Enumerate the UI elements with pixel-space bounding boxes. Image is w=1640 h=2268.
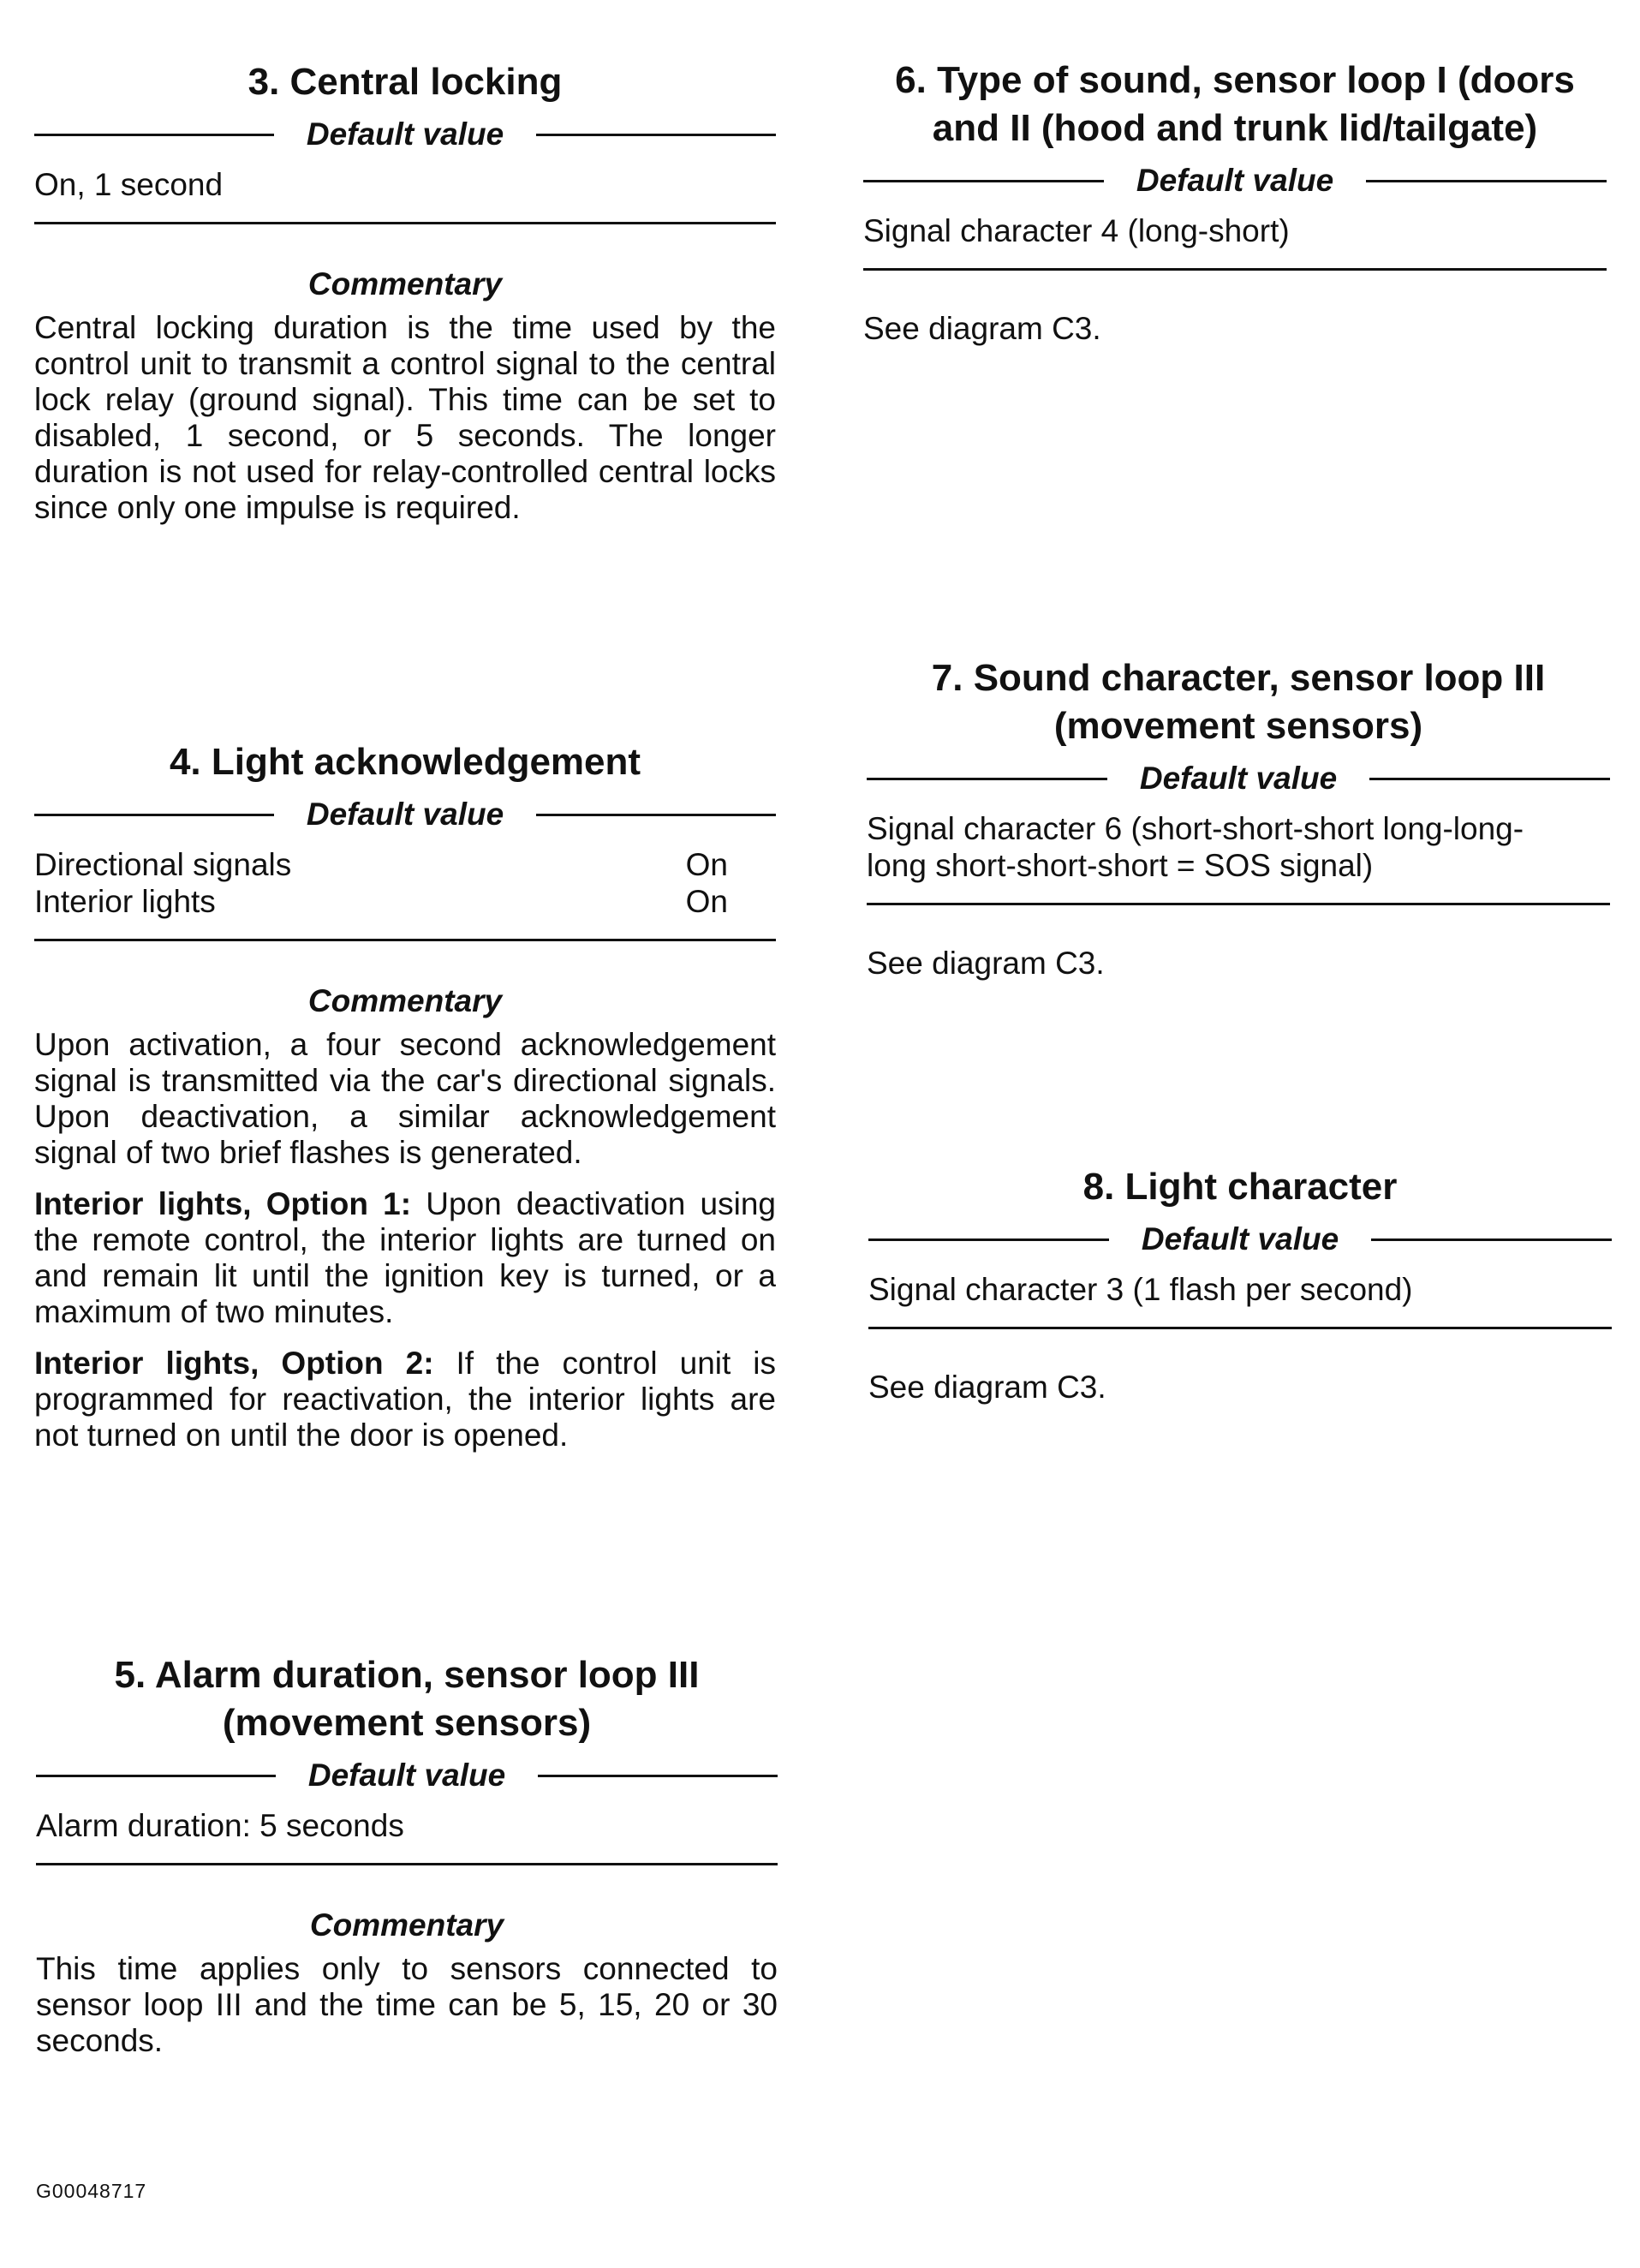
commentary-text: Central locking duration is the time used by the control unit to transmit a control signal to the central lock relay (ground signal). This time can be set to disabled, 1 second, or 5 seconds. The longer duration is not used for relay-controlled central locks since only one impulse is required. <box>34 310 776 525</box>
default-value-header <box>863 161 1607 200</box>
option-1-label: Interior lights, Option 1: <box>34 1186 412 1221</box>
value-line: long short-short-short = SOS signal) <box>867 848 1374 883</box>
title-line: (movement sensors) <box>1053 705 1423 747</box>
default-value-header <box>868 1220 1612 1259</box>
divider <box>34 939 776 941</box>
title-line: 5. Alarm duration, sensor loop III <box>114 1654 700 1696</box>
section-title <box>867 654 1610 750</box>
divider <box>536 814 776 816</box>
default-value <box>867 798 1610 903</box>
section-alarm-duration <box>36 1651 778 2059</box>
divider <box>1369 778 1610 780</box>
default-value: Alarm duration: 5 seconds <box>36 1808 404 1843</box>
see-diagram-note: See diagram C3. <box>868 1370 1106 1405</box>
setting-name: Directional signals <box>34 847 292 882</box>
default-value-label: Default value <box>306 116 504 152</box>
setting-value: On <box>685 884 728 919</box>
section-title <box>36 1651 778 1747</box>
commentary-text: This time applies only to sensors connected to sensor loop III and the time can be 5, 15, 20 or 30 seconds. <box>36 1951 778 2058</box>
divider <box>34 814 274 816</box>
default-value-header <box>867 759 1610 798</box>
default-value-label: Default value <box>1139 761 1338 796</box>
divider <box>868 1327 1612 1329</box>
figure-id: G00048717 <box>36 2180 147 2202</box>
commentary-label: Commentary <box>307 983 503 1018</box>
option-1-text: Upon deactivation using the remote control, the interior lights are turned on and remain lit until the ignition key is turned, or a maximum of two minutes. <box>34 1186 777 1329</box>
see-diagram-note: See diagram C3. <box>863 311 1101 346</box>
setting-value: On <box>685 847 728 882</box>
divider <box>867 903 1610 905</box>
commentary-label: Commentary <box>309 1907 504 1943</box>
divider <box>868 1238 1109 1241</box>
option-1-paragraph <box>34 1186 776 1330</box>
section-light-acknowledgement <box>34 738 776 1453</box>
default-value-table <box>34 834 776 939</box>
option-2-text: If the control unit is programmed for reactivation, the interior lights are not turned on until the door is opened. <box>34 1346 776 1453</box>
default-value-header <box>34 115 776 154</box>
option-2-label: Interior lights, Option 2: <box>34 1346 434 1381</box>
section-type-of-sound <box>863 57 1607 348</box>
divider <box>34 134 274 136</box>
divider <box>1366 180 1607 182</box>
divider <box>538 1775 778 1777</box>
divider <box>36 1775 276 1777</box>
default-value: Signal character 3 (1 flash per second) <box>868 1272 1413 1307</box>
title-line: 7. Sound character, sensor loop III <box>931 657 1546 699</box>
see-diagram-note: See diagram C3. <box>867 946 1105 981</box>
title-line: (movement sensors) <box>222 1702 592 1744</box>
section-title: 4. Light acknowledgement <box>169 741 641 783</box>
divider <box>863 268 1607 271</box>
option-2-paragraph <box>34 1346 776 1453</box>
title-line: 6. Type of sound, sensor loop I (doors <box>895 59 1575 101</box>
default-value-header <box>36 1756 778 1795</box>
divider <box>863 180 1104 182</box>
setting-name: Interior lights <box>34 884 216 919</box>
default-value-row <box>34 883 776 920</box>
divider <box>867 778 1107 780</box>
commentary-label: Commentary <box>307 266 503 301</box>
default-value-label: Default value <box>306 797 504 832</box>
section-central-locking <box>34 58 776 526</box>
default-value-header <box>34 795 776 834</box>
title-line: and II (hood and trunk lid/tailgate) <box>932 107 1538 149</box>
default-value-label: Default value <box>307 1758 506 1793</box>
section-title: 3. Central locking <box>247 61 563 103</box>
default-value: On, 1 second <box>34 167 224 202</box>
section-sound-character <box>867 654 1610 982</box>
section-title: 8. Light character <box>1082 1166 1398 1208</box>
commentary-text: Upon activation, a four second acknowledgement signal is transmitted via the car's directional signals. Upon deactivation, a similar acknowledgement signal of two brief flashes is generated. <box>34 1027 776 1170</box>
default-value: Signal character 4 (long-short) <box>863 213 1290 248</box>
divider <box>536 134 776 136</box>
value-line: Signal character 6 (short-short-short long-long- <box>867 811 1524 846</box>
default-value-label: Default value <box>1141 1221 1339 1256</box>
default-value-row <box>34 846 776 883</box>
section-title <box>863 57 1607 152</box>
divider <box>1371 1238 1612 1241</box>
divider <box>34 222 776 224</box>
divider <box>36 1863 778 1865</box>
section-light-character <box>868 1163 1612 1406</box>
default-value-label: Default value <box>1136 163 1334 198</box>
